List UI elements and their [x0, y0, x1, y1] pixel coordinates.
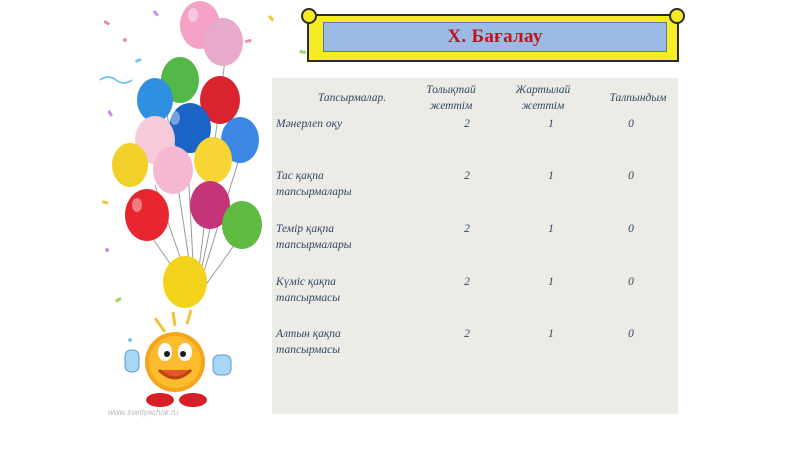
header-tried: Талпындым: [609, 92, 667, 104]
row-task-name: Алтын қақпа тапсырмасы: [276, 328, 341, 356]
scroll-curl-right: [669, 8, 685, 24]
watermark-text: www.svetlyachok.ru: [108, 408, 179, 417]
row-score-full: 2: [464, 276, 470, 288]
smiley-character: [125, 310, 231, 407]
row-score-full: 2: [464, 170, 470, 182]
banner-inner-panel: [323, 22, 667, 52]
row-task-name: Тас қақпа тапсырмалары: [276, 170, 352, 198]
assessment-table: [272, 78, 678, 414]
row-task-name: Күміс қақпа тапсырмасы: [276, 276, 340, 304]
row-score-partial: 1: [548, 118, 554, 130]
row-score-trying: 0: [628, 276, 634, 288]
row-score-full: 2: [464, 118, 470, 130]
row-task-name: Мәнерлеп оқу: [276, 118, 343, 130]
row-score-trying: 0: [628, 223, 634, 235]
title-banner: [307, 10, 679, 64]
row-score-trying: 0: [628, 170, 634, 182]
row-score-trying: 0: [628, 328, 634, 340]
row-score-partial: 1: [548, 223, 554, 235]
header-fully-achieved: Толықтай жеттім: [426, 84, 476, 112]
scroll-curl-left: [301, 8, 317, 24]
row-score-full: 2: [464, 223, 470, 235]
row-score-partial: 1: [548, 170, 554, 182]
balloon-group: [112, 1, 262, 308]
banner-scroll: [307, 14, 679, 62]
row-score-trying: 0: [628, 118, 634, 130]
header-partially-achieved: Жартылай жеттім: [515, 84, 571, 112]
row-score-partial: 1: [548, 328, 554, 340]
row-score-full: 2: [464, 328, 470, 340]
header-tasks: Тапсырмалар.: [317, 92, 387, 104]
row-task-name: Темір қақпа тапсырмалары: [276, 223, 352, 251]
section-title: X. Бағалау: [447, 26, 543, 47]
row-score-partial: 1: [548, 276, 554, 288]
